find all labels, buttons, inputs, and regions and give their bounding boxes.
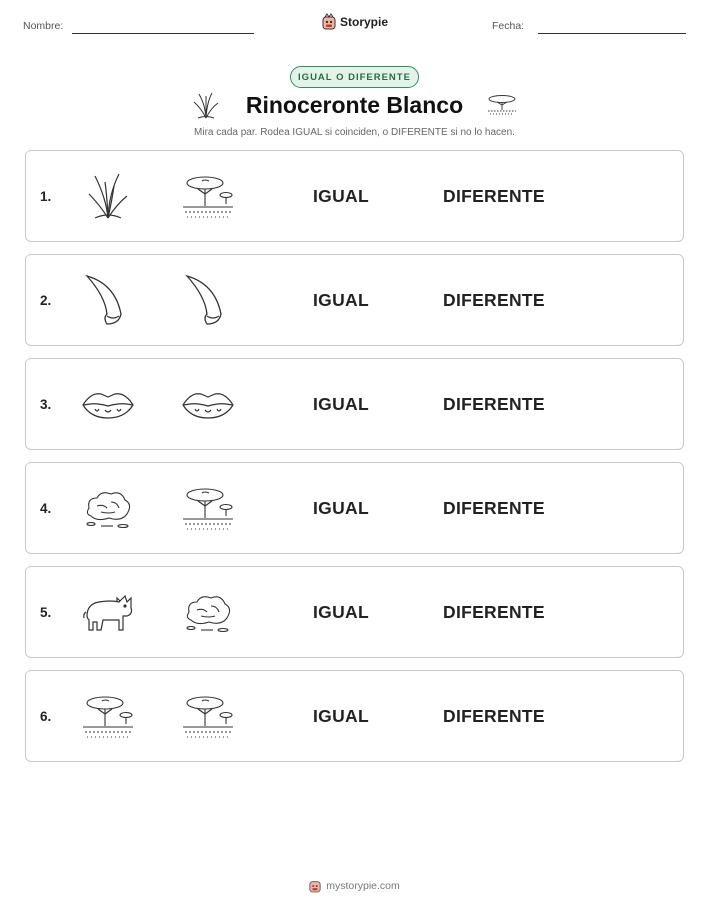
option-same[interactable]: IGUAL <box>313 186 369 206</box>
exercise-row <box>25 462 684 554</box>
instructions: Mira cada par. Rodea IGUAL si coinciden, o DIFERENTE si no lo hacen. <box>194 127 515 138</box>
brand-logo <box>322 14 388 30</box>
option-different[interactable]: DIFERENTE <box>443 394 545 414</box>
worksheet-type-badge: IGUAL O DIFERENTE <box>290 66 419 88</box>
brand-name: Storypie <box>340 15 389 29</box>
horn-icon <box>181 274 235 328</box>
option-same[interactable]: IGUAL <box>313 394 369 414</box>
option-different[interactable]: DIFERENTE <box>443 498 545 518</box>
acacia-tree-icon <box>81 690 135 744</box>
option-different[interactable]: DIFERENTE <box>443 290 545 310</box>
row-number: 1. <box>40 189 52 204</box>
option-same[interactable]: IGUAL <box>313 602 369 622</box>
option-different[interactable]: DIFERENTE <box>443 602 545 622</box>
row-number: 5. <box>40 605 52 620</box>
option-same[interactable]: IGUAL <box>313 706 369 726</box>
date-field[interactable] <box>538 33 686 34</box>
exercise-row <box>25 150 684 242</box>
mud-puddle-icon <box>81 482 135 536</box>
acacia-tree-icon <box>486 94 518 116</box>
acacia-tree-icon <box>181 690 235 744</box>
acacia-tree-icon <box>181 482 235 536</box>
row-number: 4. <box>40 501 52 516</box>
name-label: Nombre: <box>23 20 64 32</box>
mud-puddle-icon <box>181 586 235 640</box>
rhino-icon <box>81 586 135 640</box>
horn-icon <box>81 274 135 328</box>
grass-icon <box>81 170 135 224</box>
row-number: 6. <box>40 709 52 724</box>
exercise-row <box>25 358 684 450</box>
footer <box>0 879 709 893</box>
exercise-row <box>25 566 684 658</box>
lips-icon <box>81 378 135 432</box>
row-number: 2. <box>40 293 52 308</box>
lips-icon <box>181 378 235 432</box>
exercise-row <box>25 670 684 762</box>
exercise-row <box>25 254 684 346</box>
option-same[interactable]: IGUAL <box>313 290 369 310</box>
worksheet-header <box>0 0 709 50</box>
date-label: Fecha: <box>492 20 525 32</box>
option-different[interactable]: DIFERENTE <box>443 186 545 206</box>
acacia-tree-icon <box>181 170 235 224</box>
row-number: 3. <box>40 397 52 412</box>
storypie-mascot-icon <box>309 879 321 893</box>
page-title: Rinoceronte Blanco <box>245 92 464 118</box>
name-field[interactable] <box>72 33 254 34</box>
option-same[interactable]: IGUAL <box>313 498 369 518</box>
footer-url[interactable]: mystorypie.com <box>326 880 400 892</box>
option-different[interactable]: DIFERENTE <box>443 706 545 726</box>
storypie-mascot-icon <box>322 14 336 30</box>
